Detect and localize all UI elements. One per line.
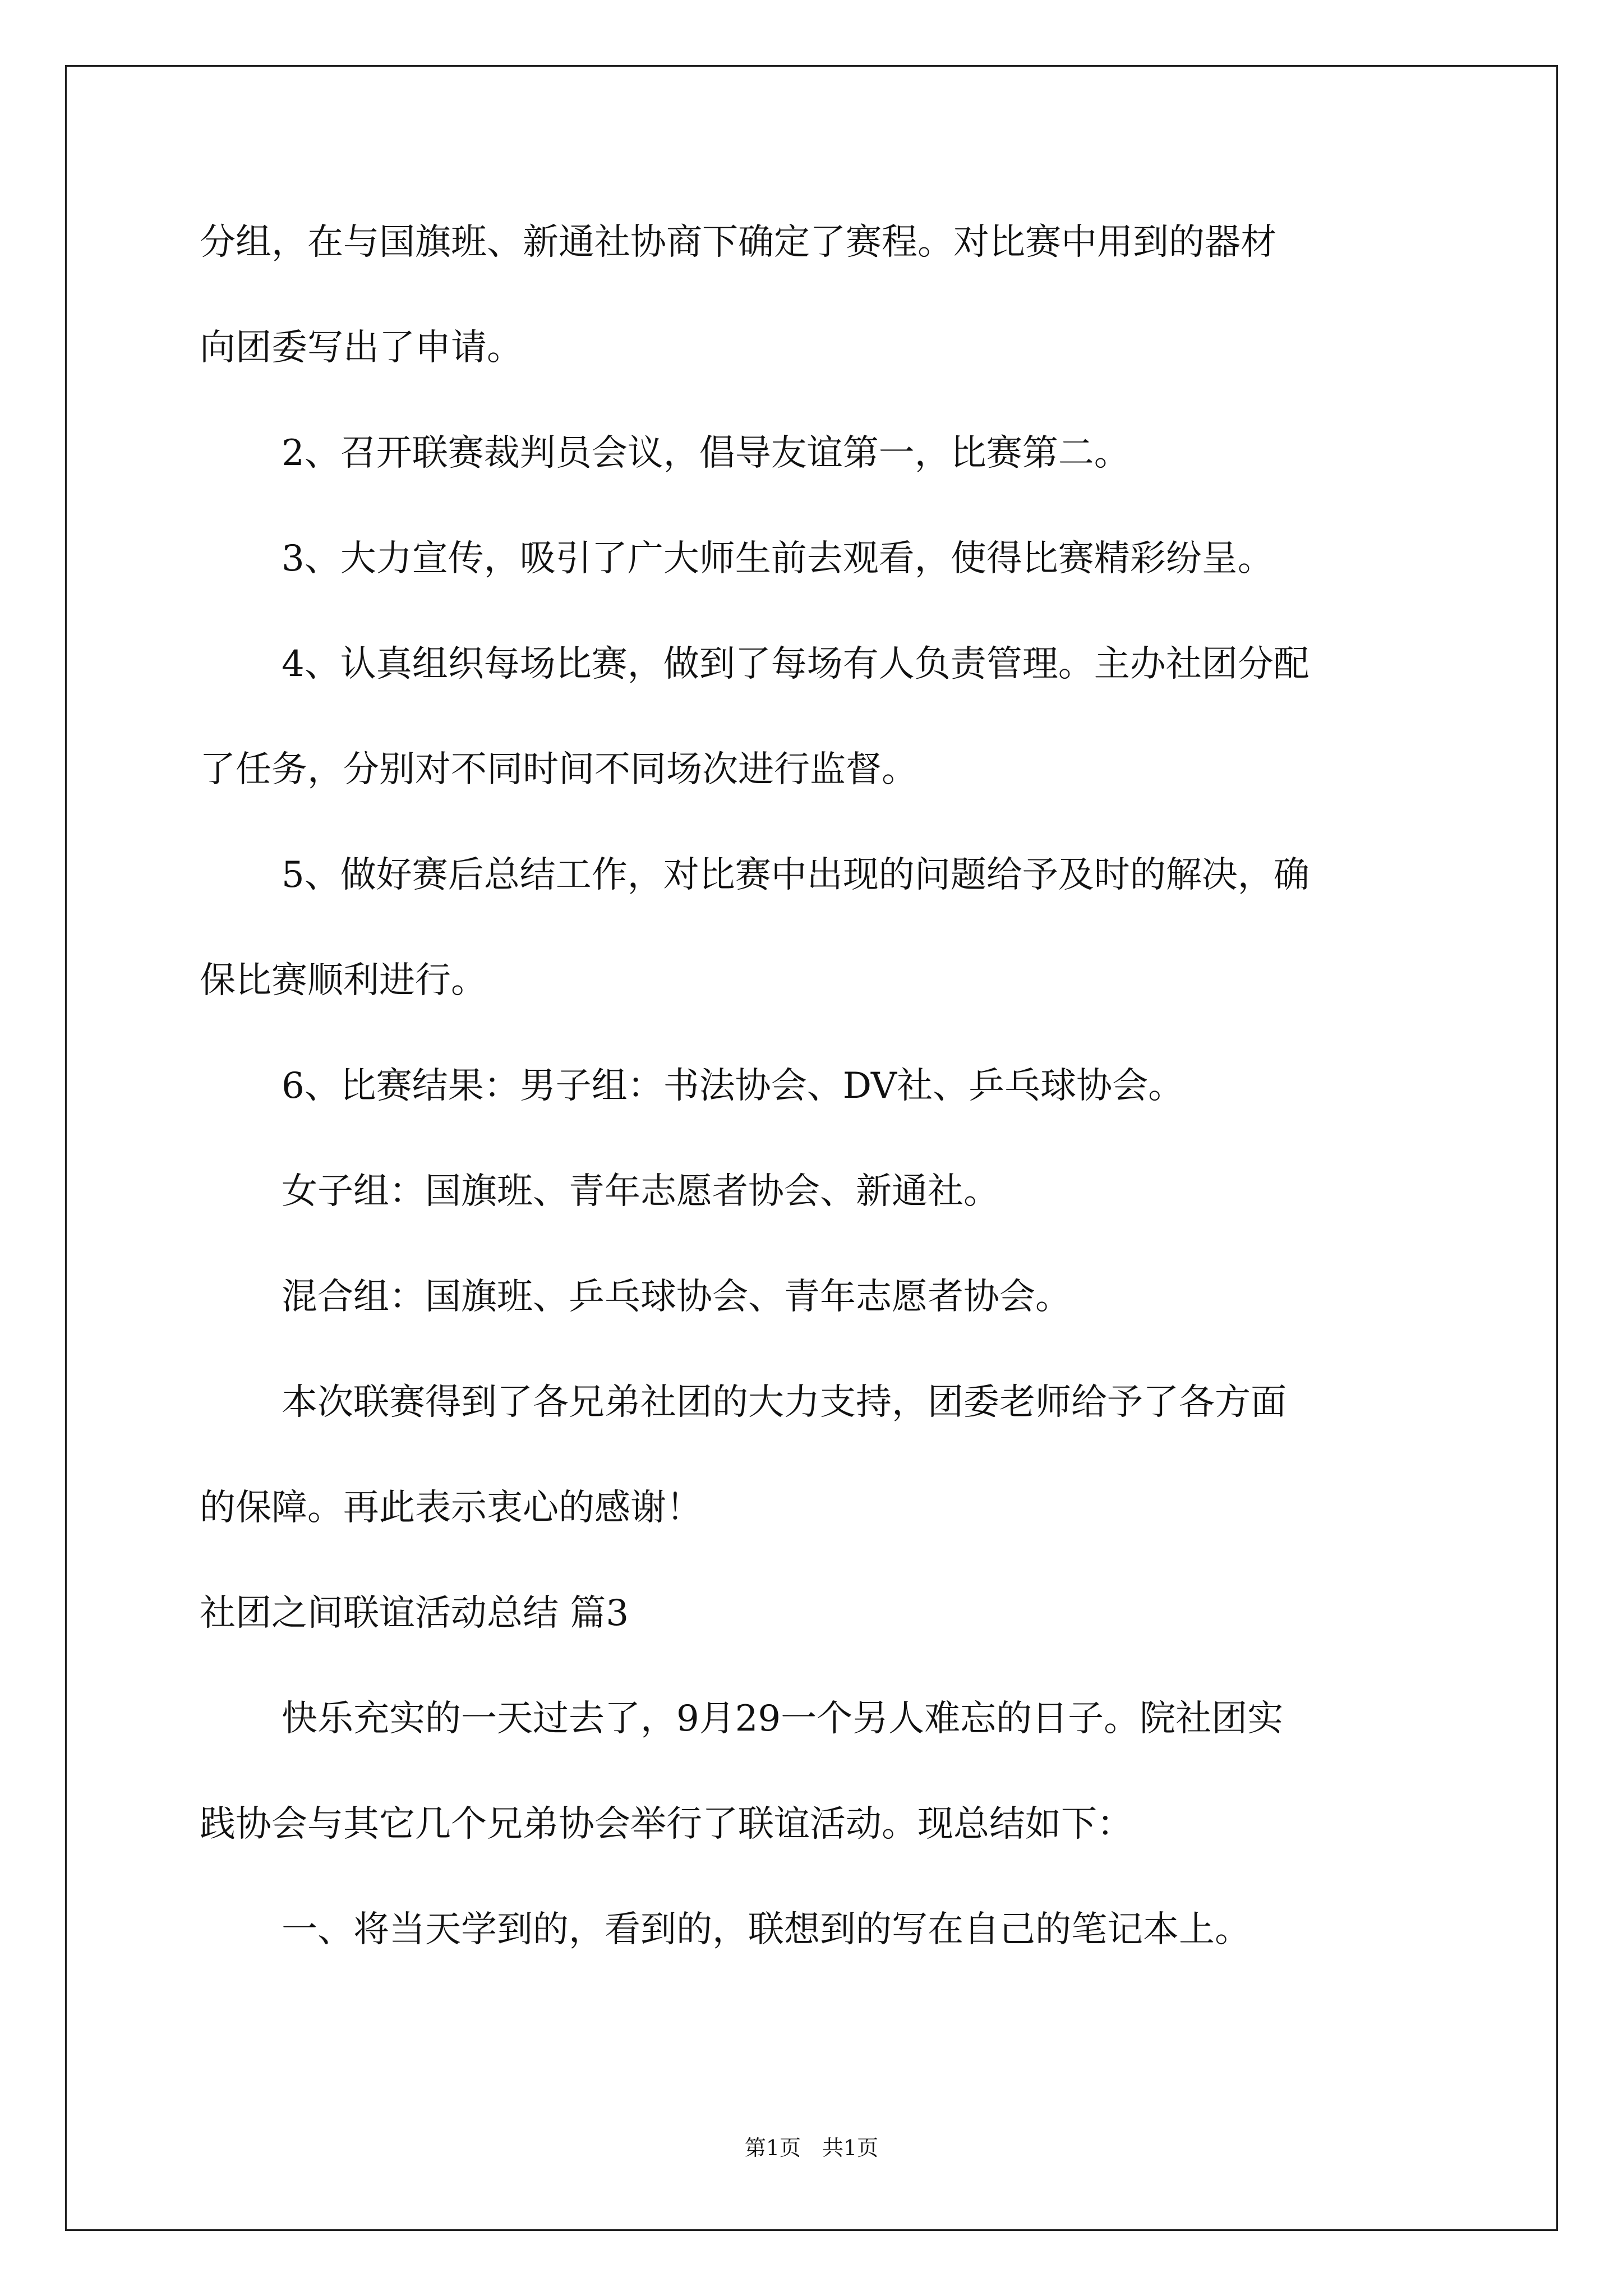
paragraph-line: 女子组：国旗班、青年志愿者协会、新通社。 <box>282 1171 999 1212</box>
paragraph-line: 6、比赛结果：男子组：书法协会、DV社、乒乓球协会。 <box>282 1065 1184 1107</box>
paragraph-line: 本次联赛得到了各兄弟社团的大力支持，团委老师给予了各方面 <box>282 1382 1287 1423</box>
paragraph-line: 保比赛顺利进行。 <box>200 960 487 1001</box>
page-number: 第1页 共1页 <box>744 2136 879 2160</box>
paragraph-line: 一、将当天学到的，看到的，联想到的写在自己的笔记本上。 <box>282 1909 1251 1950</box>
paragraph-line: 快乐充实的一天过去了，9月29一个另人难忘的日子。院社团实 <box>282 1698 1284 1740</box>
page-border <box>65 65 1558 2231</box>
paragraph-line: 分组，在与国旗班、新通社协商下确定了赛程。对比赛中用到的器材 <box>200 222 1276 263</box>
paragraph-line: 向团委写出了申请。 <box>200 327 523 369</box>
paragraph-line: 了任务，分别对不同时间不同场次进行监督。 <box>200 749 917 790</box>
paragraph-line: 的保障。再此表示衷心的感谢！ <box>200 1487 702 1529</box>
paragraph-line: 4、认真组织每场比赛，做到了每场有人负责管理。主办社团分配 <box>282 643 1310 685</box>
paragraph-line: 5、做好赛后总结工作，对比赛中出现的问题给予及时的解决，确 <box>282 854 1310 896</box>
section-heading: 社团之间联谊活动总结 篇3 <box>200 1593 629 1634</box>
paragraph-line: 3、大力宣传，吸引了广大师生前去观看，使得比赛精彩纷呈。 <box>282 538 1274 579</box>
paragraph-line: 2、召开联赛裁判员会议，倡导友谊第一，比赛第二。 <box>282 432 1130 474</box>
paragraph-line: 混合组：国旗班、乒乓球协会、青年志愿者协会。 <box>282 1276 1071 1318</box>
paragraph-line: 践协会与其它几个兄弟协会举行了联谊活动。现总结如下： <box>200 1803 1133 1845</box>
